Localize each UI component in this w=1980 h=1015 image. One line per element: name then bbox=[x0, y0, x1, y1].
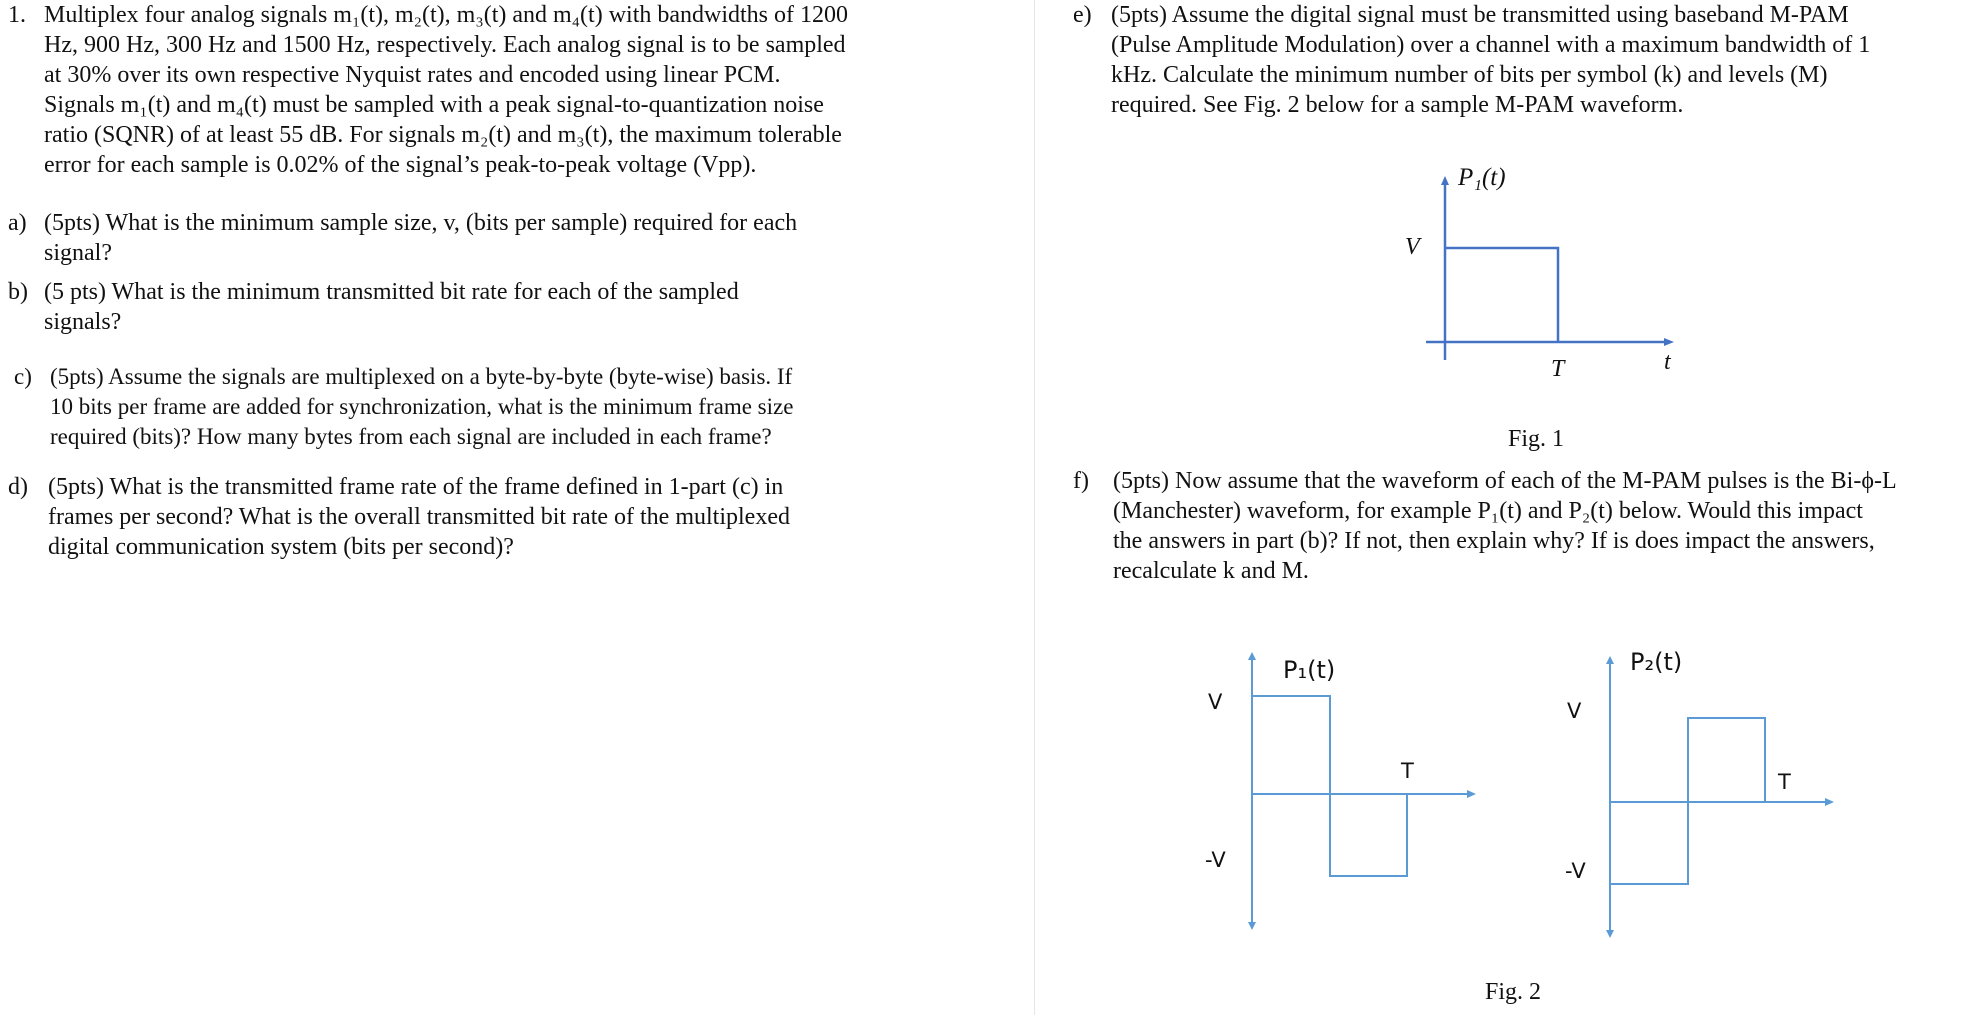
question-a bbox=[8, 208, 908, 270]
column-divider bbox=[1034, 0, 1035, 1015]
fig1-x-arrow bbox=[1664, 338, 1674, 346]
fig2-p2-title: P₂(t) bbox=[1630, 648, 1683, 676]
fig2-caption: Fig. 2 bbox=[1485, 979, 1542, 1005]
fig2-p2-x-arrow bbox=[1825, 798, 1834, 806]
question-d bbox=[8, 472, 938, 564]
problem-number: 1. bbox=[8, 2, 26, 28]
problem-line: Signals m₁(t) and m₄(t) must be sampled with a peak signal-to-quantization noise bbox=[44, 92, 824, 118]
question-c bbox=[14, 362, 914, 454]
fig2-p1-neg-label: -V bbox=[1205, 848, 1226, 872]
problem-statement bbox=[44, 0, 940, 180]
question-line: required (bits)? How many bytes from each signal are included in each frame? bbox=[50, 424, 772, 449]
fig2-p2-y-arrow-down bbox=[1606, 930, 1614, 938]
fig1-title: P₁(t) bbox=[1458, 164, 1506, 191]
question-label: f) bbox=[1073, 468, 1089, 494]
question-line: (Manchester) waveform, for example P₁(t) and P₂(t) below. Would this impact bbox=[1113, 498, 1863, 524]
fig2-p2-y-arrow-up bbox=[1606, 656, 1614, 664]
problem-line: ratio (SQNR) of at least 55 dB. For signals m₂(t) and m₃(t), the maximum tolerable bbox=[44, 122, 842, 148]
fig1-axis-label: t bbox=[1664, 349, 1671, 375]
question-e bbox=[1073, 0, 1980, 122]
problem-line: Hz, 900 Hz, 300 Hz and 1500 Hz, respectively. Each analog signal is to be sampled bbox=[44, 32, 846, 58]
question-line: digital communication system (bits per second)? bbox=[48, 534, 514, 560]
question-b bbox=[8, 277, 908, 339]
question-line: kHz. Calculate the minimum number of bits per symbol (k) and levels (M) bbox=[1111, 62, 1828, 88]
question-line: (5pts) What is the transmitted frame rate of the frame defined in 1-part (c) in bbox=[48, 474, 784, 500]
question-line: (5pts) What is the minimum sample size, v, (bits per sample) required for each bbox=[44, 210, 798, 236]
question-f bbox=[1073, 466, 1980, 588]
question-text bbox=[44, 277, 904, 337]
fig1-y-arrow bbox=[1441, 176, 1449, 185]
fig2-p1-pulse bbox=[1252, 696, 1407, 876]
fig2-p1-t-label: T bbox=[1401, 759, 1414, 783]
question-line: 10 bits per frame are added for synchronization, what is the minimum frame size bbox=[50, 394, 794, 419]
question-line: signals? bbox=[44, 309, 122, 335]
fig2-p1-x-arrow bbox=[1467, 790, 1476, 798]
question-label: c) bbox=[14, 364, 32, 389]
problem-line: error for each sample is 0.02% of the signal’s peak-to-peak voltage (Vpp). bbox=[44, 152, 757, 178]
question-text bbox=[1111, 0, 1980, 120]
question-text bbox=[48, 472, 928, 562]
fig1-caption: Fig. 1 bbox=[1508, 426, 1565, 452]
fig2-p2-neg-label: -V bbox=[1565, 859, 1586, 883]
fig1-v-label: V bbox=[1405, 234, 1420, 260]
question-line: signal? bbox=[44, 240, 112, 266]
fig2-p1-y-arrow-up bbox=[1248, 652, 1256, 660]
question-line: the answers in part (b)? If not, then explain why? If is does impact the answers, bbox=[1113, 528, 1875, 554]
question-line: required. See Fig. 2 below for a sample M-PAM waveform. bbox=[1111, 92, 1684, 118]
fig2-p2-diagram bbox=[1598, 652, 1838, 944]
problem-line: at 30% over its own respective Nyquist rates and encoded using linear PCM. bbox=[44, 62, 781, 88]
fig2-p2-t-label: T bbox=[1778, 770, 1791, 794]
question-line: (5 pts) What is the minimum transmitted bit rate for each of the sampled bbox=[44, 279, 739, 305]
fig2-p1-y-arrow-down bbox=[1248, 922, 1256, 930]
question-label: a) bbox=[8, 210, 27, 236]
question-label: b) bbox=[8, 279, 28, 305]
question-text bbox=[1113, 466, 1980, 586]
question-label: d) bbox=[8, 474, 28, 500]
problem-1 bbox=[8, 0, 938, 185]
question-text bbox=[50, 362, 910, 452]
fig2-p1-title: P₁(t) bbox=[1283, 656, 1336, 684]
question-line: frames per second? What is the overall transmitted bit rate of the multiplexed bbox=[48, 504, 790, 530]
fig2-p1-v-label: V bbox=[1208, 690, 1223, 714]
question-line: (Pulse Amplitude Modulation) over a channel with a maximum bandwidth of 1 bbox=[1111, 32, 1871, 58]
fig2-p2-v-label: V bbox=[1567, 699, 1582, 723]
question-line: (5pts) Assume the digital signal must be transmitted using baseband M-PAM bbox=[1111, 2, 1849, 28]
fig2-p1-diagram bbox=[1240, 648, 1480, 938]
fig1-t-label: T bbox=[1551, 356, 1565, 382]
problem-line: Multiplex four analog signals m₁(t), m₂(t), m₃(t) and m₄(t) with bandwidths of 1200 bbox=[44, 2, 849, 28]
fig1-pulse bbox=[1445, 248, 1558, 342]
question-line: (5pts) Assume the signals are multiplexed on a byte-by-byte (byte-wise) basis. If bbox=[50, 364, 793, 389]
question-text bbox=[44, 208, 904, 268]
question-line: recalculate k and M. bbox=[1113, 558, 1309, 584]
question-label: e) bbox=[1073, 2, 1092, 28]
question-line: (5pts) Now assume that the waveform of each of the M-PAM pulses is the Bi-ϕ-L bbox=[1113, 468, 1897, 494]
fig1-diagram bbox=[1390, 160, 1690, 370]
